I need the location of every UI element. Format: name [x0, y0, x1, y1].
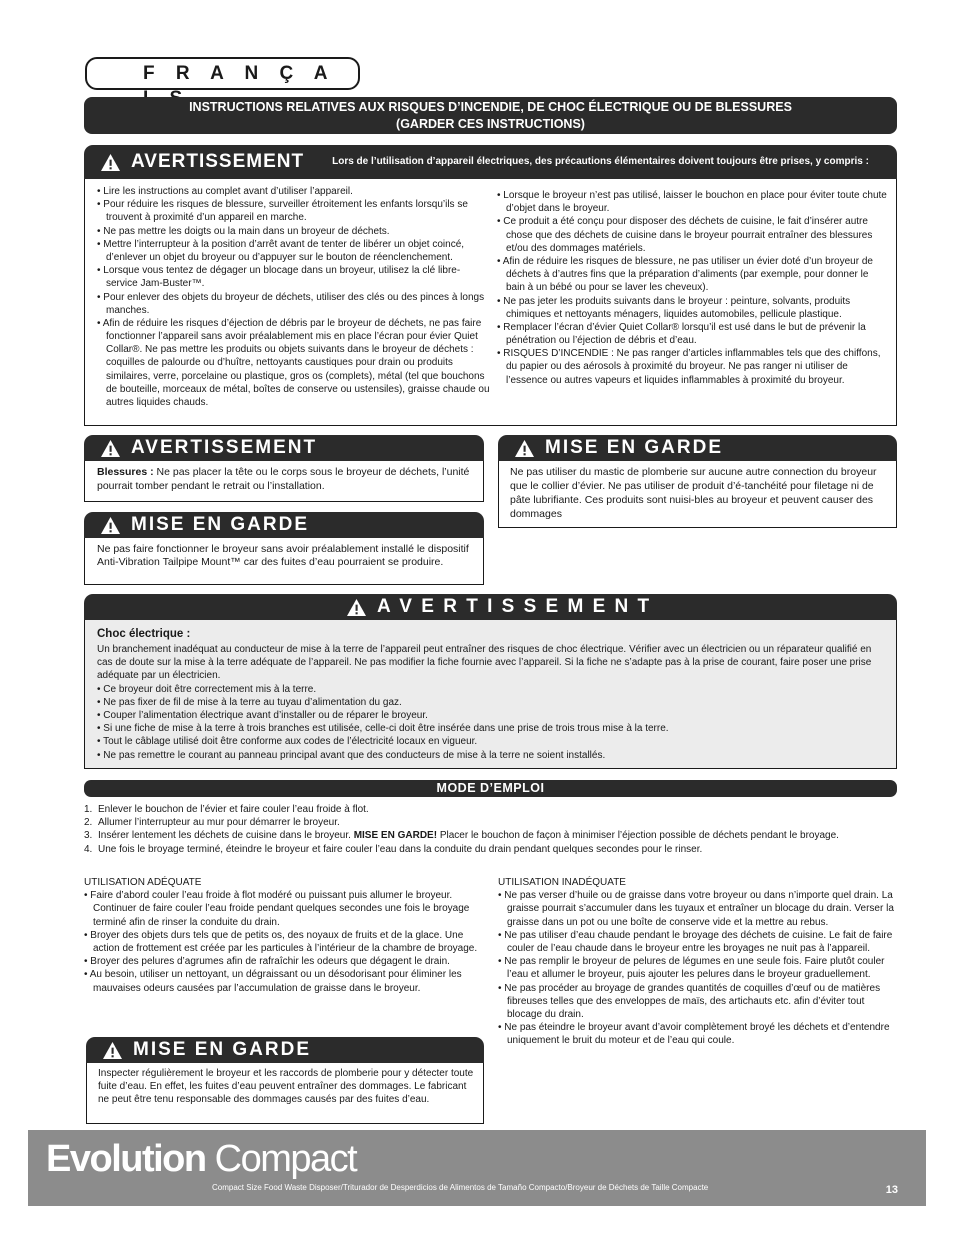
list-item: • Ce broyeur doit être correctement mis à la terre.: [97, 683, 887, 696]
warning-main-subtitle: Lors de l’utilisation d’appareil électriques, des précautions élémentaires doivent toujours être prises, y compris :: [332, 156, 869, 168]
mode-step: [84, 803, 897, 816]
list-item: • Ne pas procéder au broyage de grandes quantités de coquilles d’œuf ou de matières fibreuses telles que des enveloppes de maïs, des artichauts etc. afin d’éviter tout blocage du drain.: [498, 982, 900, 1022]
list-item: • Au besoin, utiliser un nettoyant, un dégraissant ou un désodorisant pour éliminer les mauvaises odeurs causées par l’accumulation de graisse dans le broyeur.: [84, 968, 486, 994]
brand-light: Compact: [205, 1138, 357, 1180]
list-item: • Ne pas utiliser d’eau chaude pendant le broyage des déchets de cuisine. Le fait de faire couler de l’eau chaude dans le broyeur entre les broyages ne nuit pas à l’appareil.: [498, 929, 900, 955]
list-item: • Couper l’alimentation électrique avant d’installer ou de réparer le broyeur.: [97, 709, 887, 722]
warning-electric-content: [97, 643, 887, 762]
warning-electric-title: A V E R T I S S E M E N T: [377, 596, 652, 618]
caution-inspect-header: [86, 1037, 484, 1063]
footer-subtitle: Compact Size Food Waste Disposer/Triturador de Desperdicios de Alimentos de Tamaño Compacto/Broyeur de Déchets de Taille Compacte: [212, 1183, 709, 1192]
list-item: • Lorsque le broyeur n’est pas utilisé, laisser le bouchon en place pour éviter toute chute d’objet dans le broyeur.: [497, 189, 889, 215]
warning-electric-heading: Choc électrique :: [97, 628, 191, 640]
list-item: • Ne pas verser d’huile ou de graisse dans votre broyeur ou dans n’importe quel drain. La graisse pourrait s’accumuler dans les tuyaux et entraîner un blocage du drain. Verser la graisse dans un pot ou une boîte de conserve vide et la mettre au rebus.: [498, 889, 900, 929]
mode-step: [84, 829, 897, 842]
list-item: • Broyer des pelures d’agrumes afin de rafraîchir les odeurs que dégagent le drain.: [84, 955, 486, 968]
caution-inspect-title: MISE EN GARDE: [133, 1039, 312, 1061]
warning-injury-title: AVERTISSEMENT: [131, 437, 318, 459]
warning-injury-header: [84, 435, 484, 461]
list-item: • Lire les instructions au complet avant d’utiliser l’appareil.: [97, 185, 491, 198]
warning-electric-header: [84, 594, 897, 620]
list-item: • Si une fiche de mise à la terre à trois branches est utilisée, celle-ci doit être insérée dans une prise de trois trous mise à la terre.: [97, 722, 887, 735]
list-item: • Pour réduire les risques de blessure, surveiller étroitement les enfants lorsqu’ils se trouvent à proximité d’un appareil en marche.: [97, 198, 491, 224]
warning-injury-body: Ne pas placer la tête ou le corps sous le broyeur de déchets, l’unité pourrait tomber pendant le retrait ou l’installation.: [97, 466, 470, 492]
list-item: • Remplacer l’écran d’évier Quiet Collar® lorsqu’il est usé dans le but de prévenir la pénétration ou l’éjection de débris et d’eau.: [497, 321, 889, 347]
step-text: Enlever le bouchon de l’évier et faire couler l’eau froide à flot.: [98, 804, 369, 815]
list-item: • Faire d’abord couler l’eau froide à flot modéré ou puissant puis allumer le broyeur. Continuer de faire couler l’eau froide pendant quelques secondes une fois le broyage terminé afin de rinser la conduite du drain.: [84, 889, 486, 929]
proper-use-section: [84, 876, 486, 995]
brand-logo: [46, 1140, 356, 1178]
step-number: 4.: [84, 843, 93, 855]
caution-mount-title: MISE EN GARDE: [131, 514, 310, 536]
mode-step: [84, 816, 897, 829]
banner-line-1: INSTRUCTIONS RELATIVES AUX RISQUES D’INCENDIE, DE CHOC ÉLECTRIQUE OU DE BLESSURES: [189, 100, 792, 114]
warning-injury-text: [97, 466, 475, 494]
warning-injury-lead: Blessures :: [97, 466, 154, 478]
step-text: Placer le bouchon de façon à minimiser l’éjection possible de déchets pendant le broyage.: [437, 830, 839, 842]
warning-main-header: [84, 145, 897, 179]
warning-triangle-icon: [514, 439, 535, 458]
caution-mount-text: Ne pas faire fonctionner le broyeur sans avoir préalablement installé le dispositif Anti-Vibration Tailpipe Mount™ car des fuites d’eau pourraient se produire.: [97, 543, 469, 568]
list-item: • Broyer des objets durs tels que de petits os, des noyaux de fruits et de la glace. Une action de frottement est créée par les particules à l’intérieur de la chambre de broyage.: [84, 929, 486, 955]
list-item: • Lorsque vous tentez de dégager un blocage dans un broyeur, utilisez la clé libre-service Jam-Buster™.: [97, 264, 491, 290]
list-item: • Ne pas remettre le courant au panneau principal avant que des conducteurs de mise à la terre ne soient installés.: [97, 749, 887, 762]
warning-main-left-list: [97, 185, 491, 409]
list-item: • Ne pas remplir le broyeur de pelures de légumes en une seule fois. Faire plutôt couler l’eau et allumer le broyeur, puis ajouter les pelures dans le broyeur graduellement.: [498, 955, 900, 981]
warning-electric-body: Un branchement inadéquat au conducteur de mise à la terre de l’appareil peut entraîner des risques de choc électrique. Vérifier avec un électricien ou un réparateur qualifié en cas de doute sur la mise à la terre adéquate de l’appareil. Ne pas modifier la fiche fournie avec l’appareil. Si la fiche ne s’adapte pas à la prise de courant, faire poser une prise adéquate par un électricien.: [97, 644, 872, 682]
improper-use-list: [498, 889, 900, 1047]
step-text: Insérer lentement les déchets de cuisine dans le broyeur.: [98, 830, 354, 842]
warning-main-title: AVERTISSEMENT: [131, 151, 305, 173]
warning-triangle-icon: [346, 598, 367, 617]
step-text: Allumer l’interrupteur au mur pour démarrer le broyeur.: [98, 817, 340, 829]
warning-electric-list: [97, 683, 887, 762]
warning-triangle-icon: [102, 1041, 123, 1060]
warning-triangle-icon: [100, 153, 121, 172]
list-item: • Afin de réduire les risques de blessure, ne pas utiliser un évier doté d’un broyeur de déchets à d’autres fins que la préparation d’aliments (par exemple, pour donner le bain à un bébé ou pour se laver les cheveux).: [497, 255, 889, 295]
mode-steps-list: [84, 803, 897, 856]
step-number: 1.: [84, 804, 93, 815]
mode-emploi-bar: MODE D’EMPLOI: [84, 780, 897, 797]
warning-main-right-list: [497, 189, 889, 387]
caution-inspect-text: Inspecter régulièrement le broyeur et les raccords de plomberie pour y détecter toute fuite d’eau. En effet, les fuites d’eau peuvent entraîner des dommages. Le fabricant ne peut être tenu responsable des dommages causés par des fuites d’eau.: [98, 1068, 474, 1106]
caution-plumber-title: MISE EN GARDE: [545, 437, 724, 459]
caution-mount-header: [84, 512, 484, 538]
warning-triangle-icon: [100, 516, 121, 535]
list-item: • Afin de réduire les risques d’éjection de débris par le broyeur de déchets, ne pas faire fonctionner l’appareil sans avoir préalablement mis en place l’écran pour évier Quiet Collar®. Ne pas mettre les produits ou objets suivants dans le broyeur de déchets : coquilles de palourde ou d’huître, nettoyants caustiques pour drain ou produits similaires, verre, porcelaine ou plastique, gros os (complets), métal (tel que bouchons de bouteille, morceaux de métal, boîtes de conserve ou ustensiles), graisse chaude ou autres liquides chauds.: [97, 317, 491, 409]
list-item: • Mettre l’interrupteur à la position d’arrêt avant de tenter de libérer un objet coincé, d’enlever un objet du broyeur ou d’appuyer sur le bouton de réenclenchement.: [97, 238, 491, 264]
list-item: • Ne pas fixer de fil de mise à la terre au tuyau d’alimentation du gaz.: [97, 696, 887, 709]
step-text: Une fois le broyage terminé, éteindre le broyeur et faire couler l’eau dans la conduite du drain pendant quelques secondes pour le rinser.: [98, 843, 703, 855]
footer-bar: [28, 1130, 926, 1206]
caution-plumber-text: Ne pas utiliser du mastic de plomberie sur aucune autre connection du broyeur que le collier d’évier. Ne pas utiliser de produit d’é-tanchéité pour filetage ni de pâte lubrifiante. Ces produits sont nuisi-bles au broyeur et peuvent causer des dommages: [510, 466, 877, 520]
mode-step: [84, 843, 897, 856]
page-number: 13: [885, 1184, 898, 1196]
caution-plumber-header: [498, 435, 897, 461]
improper-use-title: UTILISATION INADÉQUATE: [498, 877, 626, 888]
language-tab: F R A N Ç A: [85, 57, 360, 90]
list-item: • Ne pas éteindre le broyeur avant d’avoir complètement broyé les déchets et d’entendre uniquement le bruit du moteur et de l’eau qui coule.: [498, 1021, 900, 1047]
step-number: 2.: [84, 817, 93, 829]
improper-use-section: [498, 876, 900, 1047]
list-item: • Ne pas jeter les produits suivants dans le broyeur : peinture, solvants, produits chimiques et nettoyants ménagers, liquides automobiles, pellicule plastique.: [497, 295, 889, 321]
list-item: • Ne pas mettre les doigts ou la main dans un broyeur de déchets.: [97, 225, 491, 238]
warning-triangle-icon: [100, 439, 121, 458]
step-number: 3.: [84, 830, 93, 842]
list-item: • Tout le câblage utilisé doit être conforme aux codes de l’électricité locaux en vigueur.: [97, 735, 887, 748]
proper-use-title: UTILISATION ADÉQUATE: [84, 877, 202, 888]
list-item: • Ce produit a été conçu pour disposer des déchets de cuisine, le fait d’insérer autre chose que des déchets de cuisine dans le broyeur pourrait entraîner des blessures et/ou des dommages matériels.: [497, 215, 889, 255]
step-emphasis: MISE EN GARDE!: [353, 830, 438, 842]
proper-use-list: [84, 889, 486, 995]
banner-line-2: (GARDER CES INSTRUCTIONS): [396, 116, 585, 131]
list-item: • Pour enlever des objets du broyeur de déchets, utiliser des clés ou des pinces à longs manches.: [97, 291, 491, 317]
safety-banner: [84, 97, 897, 134]
list-item: • RISQUES D’INCENDIE : Ne pas ranger d’articles inflammables tels que des chiffons, du papier ou des aérosols à proximité du broyeur. Ne pas ranger ni utiliser de l’essence ou autres vapeurs et liquides inflammables à proximité du broyeur.: [497, 347, 889, 387]
brand-bold: Evolution: [46, 1138, 206, 1180]
